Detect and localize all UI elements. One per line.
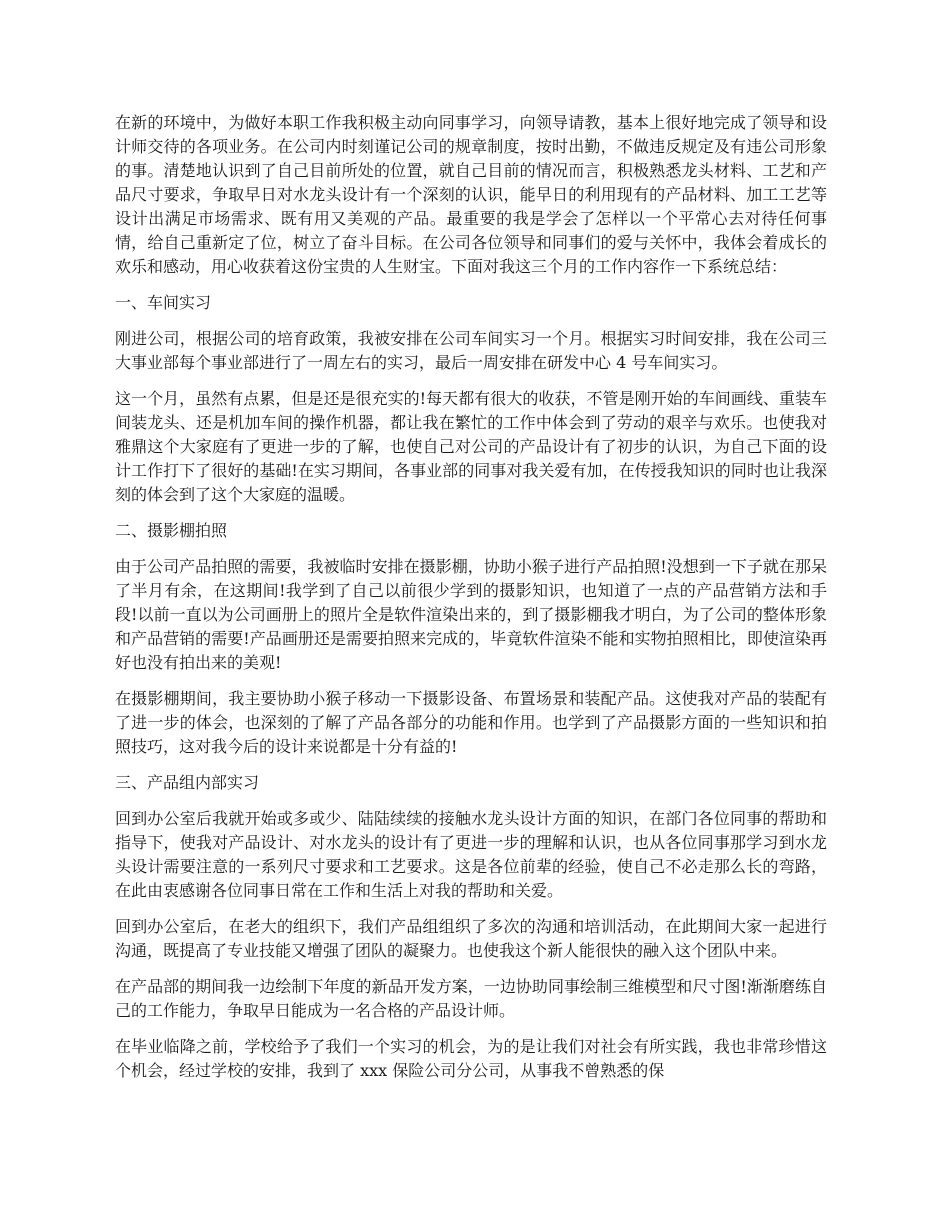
paragraph-product-group-1: 回到办公室后我就开始或多或少、陆陆续续的接触水龙头设计方面的知识，在部门各位同事的帮助和指导下，使我对产品设计、对水龙头的设计有了更进一步的理解和认识，也从各位同事那学习到水龙头设计需要注意的一系列尺寸要求和工艺要求。这是各位前辈的经验，使自己不必走那么长的弯路，在此由衷感谢各位同事日常在工作和生活上对我的帮助和关爱。 bbox=[115, 809, 827, 900]
paragraph-internship: 在毕业临降之前，学校给予了我们一个实习的机会，为的是让我们对社会有所实践，我也非常珍惜这个机会，经过学校的安排，我到了 xxx 保险公司分公司，从事我不曾熟悉的保 bbox=[115, 1037, 827, 1080]
section-heading-workshop: 一、车间实习 bbox=[115, 293, 212, 312]
paragraph-product-group-2: 回到办公室后，在老大的组织下，我们产品组组织了多次的沟通和培训活动，在此期间大家一起进行沟通，既提高了专业技能又增强了团队的凝聚力。也使我这个新人能很快的融入这个团队中来。 bbox=[115, 917, 827, 960]
document-body bbox=[115, 111, 827, 1095]
paragraph-product-group-3: 在产品部的期间我一边绘制下年度的新品开发方案，一边协助同事绘制三维模型和尺寸图!渐渐磨练自己的工作能力，争取早日能成为一名合格的产品设计师。 bbox=[115, 977, 827, 1020]
paragraph-intro: 在新的环境中，为做好本职工作我积极主动向同事学习，向领导请教，基本上很好地完成了领导和设计师交待的各项业务。在公司内时刻谨记公司的规章制度，按时出勤，不做违反规定及有违公司形象的事。清楚地认识到了自己目前所处的位置，就自己目前的情况而言，积极熟悉龙头材料、工艺和产品尺寸要求，争取早日对水龙头设计有一个深刻的认识，能早日的利用现有的产品材料、加工工艺等设计出满足市场需求、既有用又美观的产品。最重要的我是学会了怎样以一个平常心去对待任何事情，给自己重新定了位，树立了奋斗目标。在公司各位领导和同事们的爱与关怀中，我体会着成长的欢乐和感动，用心收获着这份宝贵的人生财宝。下面对我这三个月的工作内容作一下系统总结： bbox=[115, 113, 827, 276]
paragraph-studio-2: 在摄影棚期间，我主要协助小猴子移动一下摄影设备、布置场景和装配产品。这使我对产品的装配有了进一步的体会，也深刻的了解了产品各部分的功能和作用。也学到了产品摄影方面的一些知识和拍照技巧，这对我今后的设计来说都是十分有益的! bbox=[115, 689, 827, 756]
paragraph-workshop-1: 刚进公司，根据公司的培育政策，我被安排在公司车间实习一个月。根据实习时间安排，我在公司三大事业部每个事业部进行了一周左右的实习，最后一周安排在研发中心 4 号车间实习。 bbox=[115, 329, 827, 372]
paragraph-workshop-2: 这一个月，虽然有点累，但是还是很充实的!每天都有很大的收获，不管是刚开始的车间画线、重装车间装龙头、还是机加车间的操作机器，都让我在繁忙的工作中体会到了劳动的艰辛与欢乐。也使我对雅鼎这个大家庭有了更进一步的了解，也使自己对公司的产品设计有了初步的认识，为自己下面的设计工作打下了很好的基础!在实习期间，各事业部的同事对我关爱有加，在传授我知识的同时也让我深刻的体会到了这个大家庭的温暖。 bbox=[115, 389, 827, 504]
paragraph-studio-1: 由于公司产品拍照的需要，我被临时安排在摄影棚，协助小猴子进行产品拍照!没想到一下子就在那呆了半月有余，在这期间!我学到了自己以前很少学到的摄影知识，也知道了一点的产品营销方法和手段!以前一直以为公司画册上的照片全是软件渲染出来的，到了摄影棚我才明白，为了公司的整体形象和产品营销的需要!产品画册还是需要拍照来完成的，毕竟软件渲染不能和实物拍照相比，即使渲染再好也没有拍出来的美观! bbox=[115, 557, 827, 672]
section-heading-product-group: 三、产品组内部实习 bbox=[115, 773, 260, 792]
section-heading-studio: 二、摄影棚拍照 bbox=[115, 521, 228, 540]
